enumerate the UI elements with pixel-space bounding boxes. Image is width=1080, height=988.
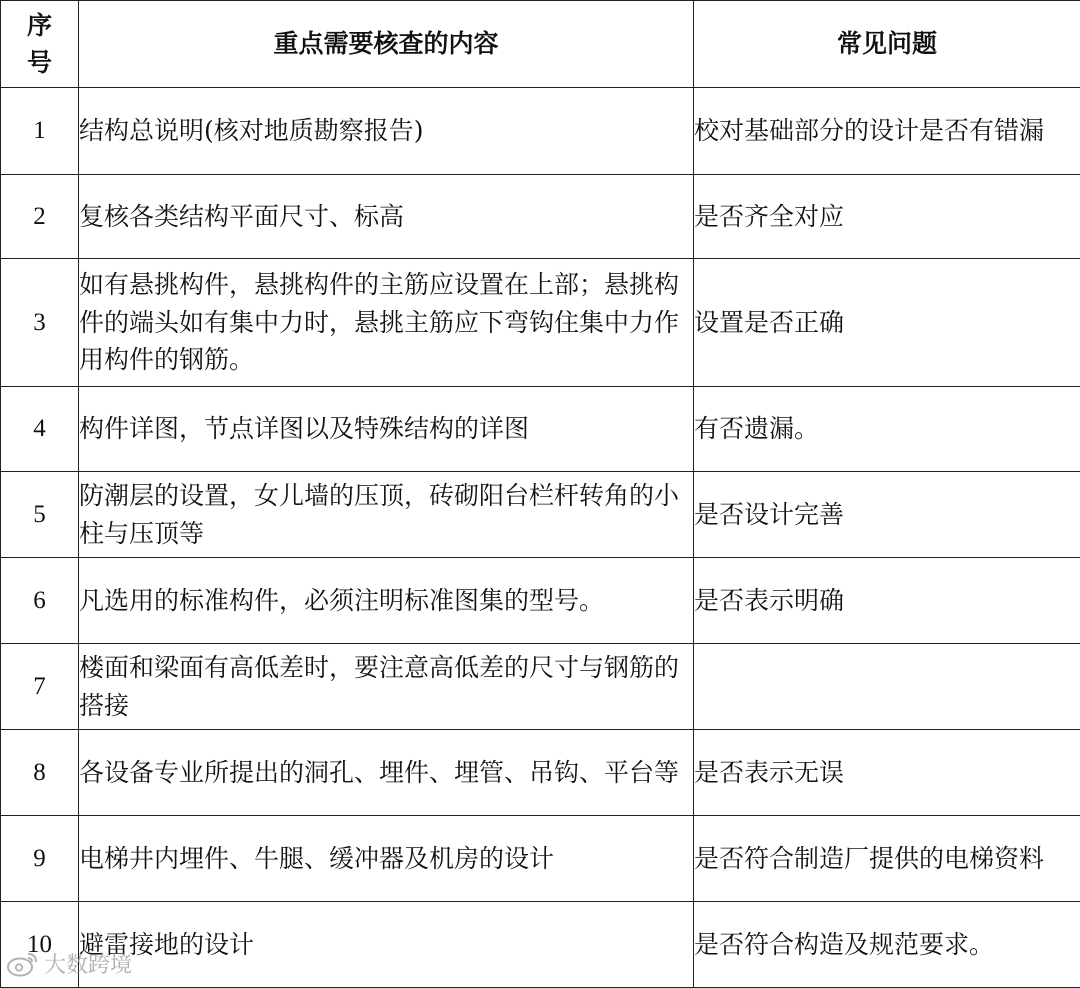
header-no: 序号 — [1, 1, 79, 88]
table-row — [1, 730, 1080, 816]
row-common-issue: 是否符合构造及规范要求。 — [694, 902, 1080, 988]
row-check-item: 如有悬挑构件，悬挑构件的主筋应设置在上部；悬挑构件的端头如有集中力时，悬挑主筋应下弯钩住集中力作用构件的钢筋。 — [79, 259, 694, 387]
row-check-item: 楼面和梁面有高低差时，要注意高低差的尺寸与钢筋的搭接 — [79, 644, 694, 730]
row-no: 7 — [1, 644, 79, 730]
row-no: 3 — [1, 259, 79, 387]
table-row — [1, 88, 1080, 175]
row-check-item: 构件详图，节点详图以及特殊结构的详图 — [79, 387, 694, 472]
row-common-issue: 设置是否正确 — [694, 259, 1080, 387]
table-row — [1, 558, 1080, 644]
row-no: 6 — [1, 558, 79, 644]
header-check-item: 重点需要核查的内容 — [79, 1, 694, 88]
row-check-item: 复核各类结构平面尺寸、标高 — [79, 175, 694, 259]
watermark-text: 大数跨境 — [44, 948, 132, 979]
row-common-issue: 是否表示无误 — [694, 730, 1080, 816]
row-common-issue: 有否遗漏。 — [694, 387, 1080, 472]
table-row — [1, 816, 1080, 902]
row-common-issue: 校对基础部分的设计是否有错漏 — [694, 88, 1080, 175]
row-check-item: 防潮层的设置，女儿墙的压顶，砖砌阳台栏杆转角的小柱与压顶等 — [79, 472, 694, 558]
row-no: 5 — [1, 472, 79, 558]
table-row — [1, 472, 1080, 558]
row-no: 10 — [1, 902, 79, 988]
row-no: 9 — [1, 816, 79, 902]
row-common-issue — [694, 644, 1080, 730]
table-row — [1, 644, 1080, 730]
table-header-row — [1, 1, 1080, 88]
table-row — [1, 175, 1080, 259]
row-check-item: 电梯井内埋件、牛腿、缓冲器及机房的设计 — [79, 816, 694, 902]
row-check-item: 凡选用的标准构件，必须注明标准图集的型号。 — [79, 558, 694, 644]
row-common-issue: 是否表示明确 — [694, 558, 1080, 644]
row-common-issue: 是否齐全对应 — [694, 175, 1080, 259]
row-check-item: 结构总说明(核对地质勘察报告) — [79, 88, 694, 175]
row-no: 2 — [1, 175, 79, 259]
table-row — [1, 902, 1080, 988]
row-no: 8 — [1, 730, 79, 816]
row-common-issue: 是否设计完善 — [694, 472, 1080, 558]
row-no: 4 — [1, 387, 79, 472]
row-common-issue: 是否符合制造厂提供的电梯资料 — [694, 816, 1080, 902]
row-check-item: 各设备专业所提出的洞孔、埋件、埋管、吊钩、平台等 — [79, 730, 694, 816]
table-row — [1, 387, 1080, 472]
row-check-item: 避雷接地的设计 — [79, 902, 694, 988]
row-no: 1 — [1, 88, 79, 175]
header-common-issue: 常见问题 — [694, 1, 1080, 88]
table-row — [1, 259, 1080, 387]
